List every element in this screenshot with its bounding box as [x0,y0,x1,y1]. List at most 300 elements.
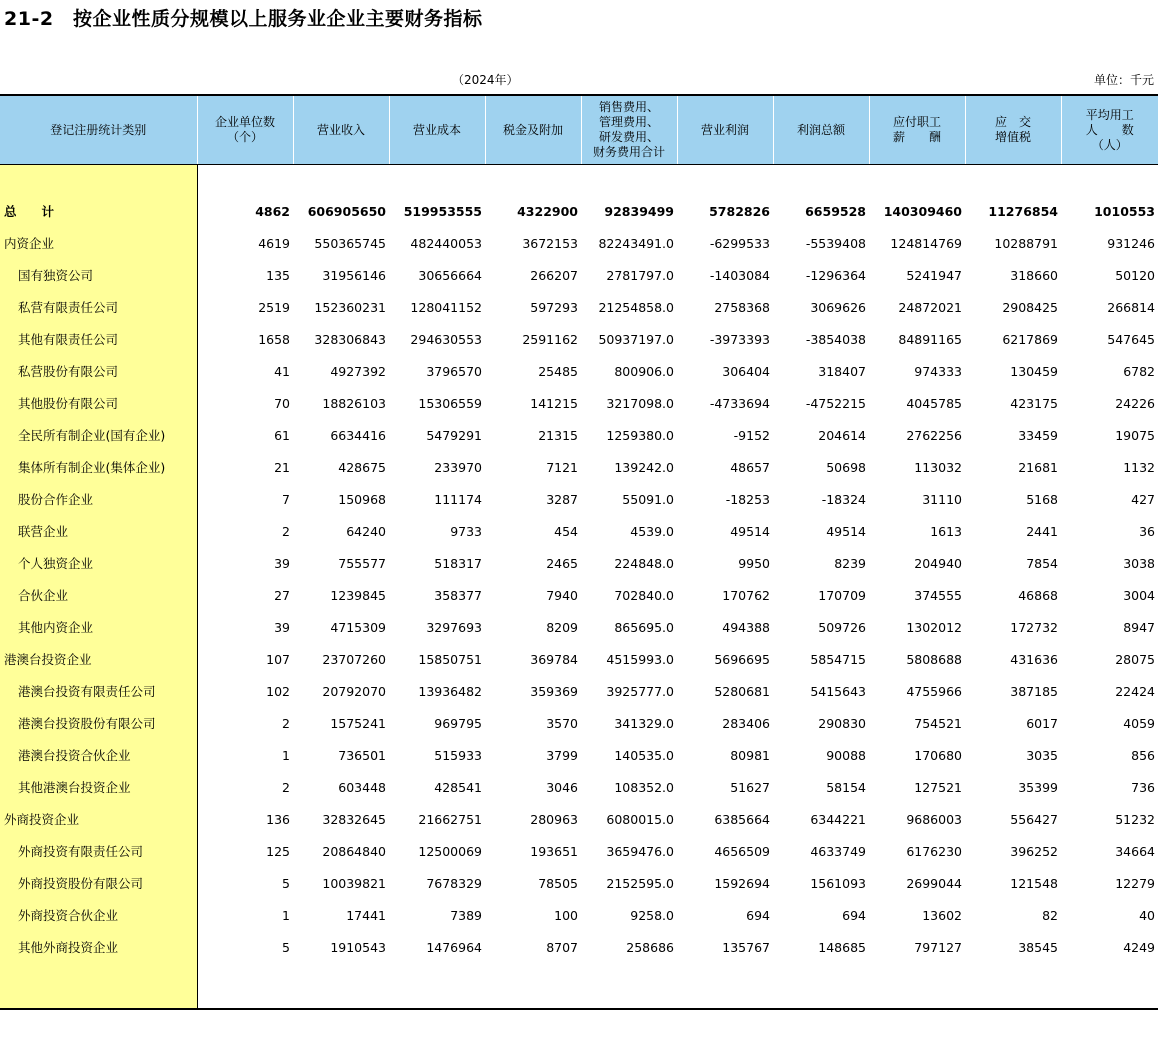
cell: 7121 [546,459,578,475]
row-label: 外商投资有限责任公司 [0,835,197,867]
column-header-category: 登记注册统计类别 [0,95,197,165]
cell: 427 [1131,491,1155,507]
cell: 2 [282,715,290,731]
cell: 5241947 [906,267,962,283]
cell: 606905650 [307,203,386,219]
cell: 3004 [1123,587,1155,603]
cell: 135767 [722,939,770,955]
cell: 8239 [834,555,866,571]
table-row [0,515,1158,547]
cell: 135 [266,267,290,283]
cell: 82 [1042,907,1058,923]
cell: 90088 [826,747,866,763]
cell: 148685 [818,939,866,955]
cell: 266814 [1107,299,1155,315]
cell: 4927392 [330,363,386,379]
cell: 139242.0 [614,459,674,475]
cell: 12279 [1115,875,1155,891]
cell: 800906.0 [614,363,674,379]
table-row [0,739,1158,771]
cell: 3925777.0 [606,683,674,699]
cell: 121548 [1010,875,1058,891]
cell: 21662751 [418,811,482,827]
total-row [0,195,1158,227]
cell: 1575241 [330,715,386,731]
cell: 24226 [1115,395,1155,411]
cell: 51627 [730,779,770,795]
cell: 290830 [818,715,866,731]
cell: 224848.0 [614,555,674,571]
cell: 152360231 [314,299,386,315]
cell: 1658 [258,331,290,347]
header-row [0,95,1158,165]
cell: 8209 [546,619,578,635]
cell: 702840.0 [614,587,674,603]
cell: 5168 [1026,491,1058,507]
cell: 358377 [434,587,482,603]
cell: 13602 [922,907,962,923]
cell: 865695.0 [614,619,674,635]
cell: 127521 [914,779,962,795]
cell: 1239845 [330,587,386,603]
cell: 21315 [538,427,578,443]
cell: 3069626 [810,299,866,315]
cell: 36 [1139,523,1155,539]
cell: 2781797.0 [606,267,674,283]
cell: 6217869 [1002,331,1058,347]
table-row [0,355,1158,387]
cell: 58154 [826,779,866,795]
cell: 7678329 [426,875,482,891]
table-row [0,259,1158,291]
cell: 9686003 [906,811,962,827]
row-label: 其他港澳台投资企业 [0,771,197,803]
cell: 51232 [1115,811,1155,827]
column-header: 营业利润 [677,95,773,165]
cell: 7389 [450,907,482,923]
cell: 64240 [346,523,386,539]
cell: 797127 [914,939,962,955]
cell: 140309460 [883,203,962,219]
cell: 108352.0 [614,779,674,795]
cell: 318407 [818,363,866,379]
cell: 193651 [530,843,578,859]
cell: 17441 [346,907,386,923]
cell: 318660 [1010,267,1058,283]
cell: 969795 [434,715,482,731]
cell: 5 [282,939,290,955]
cell: 6176230 [906,843,962,859]
cell: 5415643 [810,683,866,699]
cell: -3854038 [805,331,866,347]
cell: 5808688 [906,651,962,667]
cell: 27 [274,587,290,603]
row-label: 全民所有制企业(国有企业) [0,419,197,451]
row-label: 港澳台投资合伙企业 [0,739,197,771]
row-label: 联营企业 [0,515,197,547]
cell: 4045785 [906,395,962,411]
cell: 111174 [434,491,482,507]
cell: 369784 [530,651,578,667]
cell: 856 [1131,747,1155,763]
column-header: 营业成本 [389,95,485,165]
cell: 2 [282,779,290,795]
cell: 124814769 [890,235,962,251]
cell: 102 [266,683,290,699]
cell: 49514 [730,523,770,539]
cell: 9733 [450,523,482,539]
table-row [0,547,1158,579]
cell: 3035 [1026,747,1058,763]
cell: 39 [274,555,290,571]
row-label: 股份合作企业 [0,483,197,515]
cell: 5854715 [810,651,866,667]
cell: 38545 [1018,939,1058,955]
cell: 24872021 [898,299,962,315]
cell: 46868 [1018,587,1058,603]
cell: 70 [274,395,290,411]
row-label: 港澳台投资企业 [0,643,197,675]
cell: 92839499 [604,203,674,219]
cell: 141215 [530,395,578,411]
cell: 294630553 [410,331,482,347]
cell: 8707 [546,939,578,955]
row-label: 其他股份有限公司 [0,387,197,419]
cell: 31110 [922,491,962,507]
table-row [0,803,1158,835]
cell: 21681 [1018,459,1058,475]
cell: 11276854 [988,203,1058,219]
cell: 3672153 [522,235,578,251]
cell: -3973393 [709,331,770,347]
cell: 6782 [1123,363,1155,379]
cell: 931246 [1107,235,1155,251]
row-label: 合伙企业 [0,579,197,611]
cell: 509726 [818,619,866,635]
cell: 519953555 [403,203,482,219]
cell: 974333 [914,363,962,379]
cell: 23707260 [322,651,386,667]
table-row [0,387,1158,419]
table-row [0,643,1158,675]
cell: 5280681 [714,683,770,699]
cell: 28075 [1115,651,1155,667]
cell: 3217098.0 [606,395,674,411]
cell: 387185 [1010,683,1058,699]
row-label: 集体所有制企业(集体企业) [0,451,197,483]
table-row [0,579,1158,611]
cell: 396252 [1010,843,1058,859]
row-label: 港澳台投资有限责任公司 [0,675,197,707]
table-row [0,451,1158,483]
column-header: 企业单位数 （个） [197,95,293,165]
cell: 6385664 [714,811,770,827]
row-label: 私营股份有限公司 [0,355,197,387]
cell: 3659476.0 [606,843,674,859]
cell: -9152 [733,427,770,443]
cell: 1132 [1123,459,1155,475]
cell: 6080015.0 [606,811,674,827]
table-row [0,483,1158,515]
cell: 736 [1131,779,1155,795]
cell: 6017 [1026,715,1058,731]
cell: 80981 [730,747,770,763]
cell: 1 [282,907,290,923]
table-row [0,675,1158,707]
cell: 550365745 [314,235,386,251]
cell: 107 [266,651,290,667]
cell: 1592694 [714,875,770,891]
cell: 150968 [338,491,386,507]
cell: 374555 [914,587,962,603]
cell: 128041152 [410,299,482,315]
table-row [0,323,1158,355]
cell: 30656664 [418,267,482,283]
table-row [0,931,1158,963]
cell: 84891165 [898,331,962,347]
cell: 170680 [914,747,962,763]
cell: -1296364 [805,267,866,283]
cell: 136 [266,811,290,827]
cell: 31956146 [322,267,386,283]
cell: 50937197.0 [598,331,674,347]
cell: 694 [842,907,866,923]
cell: 755577 [338,555,386,571]
cell: 61 [274,427,290,443]
column-header: 应 交 增值税 [965,95,1061,165]
cell: 1259380.0 [606,427,674,443]
cell: 82243491.0 [598,235,674,251]
cell: 2908425 [1002,299,1058,315]
cell: 6344221 [810,811,866,827]
cell: 4322900 [517,203,578,219]
cell: -4733694 [709,395,770,411]
cell: 603448 [338,779,386,795]
cell: 518317 [434,555,482,571]
cell: 2 [282,523,290,539]
cell: 2699044 [906,875,962,891]
row-label: 总 计 [0,195,197,227]
cell: 19075 [1115,427,1155,443]
cell: 3799 [546,747,578,763]
cell: 15850751 [418,651,482,667]
cell: 125 [266,843,290,859]
cell: 49514 [826,523,866,539]
cell: 482440053 [410,235,482,251]
row-label: 私营有限责任公司 [0,291,197,323]
cell: 32832645 [322,811,386,827]
column-header: 营业收入 [293,95,389,165]
cell: 170762 [722,587,770,603]
table-row [0,867,1158,899]
cell: 8947 [1123,619,1155,635]
cell: 7854 [1026,555,1058,571]
cell: 15306559 [418,395,482,411]
cell: 1910543 [330,939,386,955]
cell: 21 [274,459,290,475]
cell: 4755966 [906,683,962,699]
cell: 10039821 [322,875,386,891]
cell: 2152595.0 [606,875,674,891]
cell: 21254858.0 [598,299,674,315]
cell: 78505 [538,875,578,891]
page-title: 21-2 按企业性质分规模以上服务业企业主要财务指标 [4,8,483,30]
cell: 12500069 [418,843,482,859]
cell: 3046 [546,779,578,795]
cell: 4249 [1123,939,1155,955]
cell: 172732 [1010,619,1058,635]
cell: 1010553 [1094,203,1155,219]
cell: 6634416 [330,427,386,443]
cell: 4656509 [714,843,770,859]
cell: 454 [554,523,578,539]
cell: 7940 [546,587,578,603]
cell: 204940 [914,555,962,571]
column-header: 应付职工 薪 酬 [869,95,965,165]
cell: 2758368 [714,299,770,315]
cell: 3287 [546,491,578,507]
cell: 34664 [1115,843,1155,859]
cell: 5 [282,875,290,891]
cell: 100 [554,907,578,923]
cell: -1403084 [709,267,770,283]
cell: 4539.0 [630,523,674,539]
cell: 280963 [530,811,578,827]
cell: 515933 [434,747,482,763]
year-label: （2024年） [452,73,519,87]
cell: 736501 [338,747,386,763]
cell: 40 [1139,907,1155,923]
cell: 13936482 [418,683,482,699]
row-label: 外商投资合伙企业 [0,899,197,931]
cell: 3297693 [426,619,482,635]
cell: 266207 [530,267,578,283]
cell: 113032 [914,459,962,475]
cell: 20792070 [322,683,386,699]
cell: 18826103 [322,395,386,411]
cell: 9950 [738,555,770,571]
cell: 55091.0 [622,491,674,507]
cell: 9258.0 [630,907,674,923]
cell: 22424 [1115,683,1155,699]
cell: 39 [274,619,290,635]
cell: 3570 [546,715,578,731]
cell: 10288791 [994,235,1058,251]
row-label: 个人独资企业 [0,547,197,579]
cell: 5479291 [426,427,482,443]
cell: 283406 [722,715,770,731]
cell: 41 [274,363,290,379]
cell: -18324 [821,491,866,507]
cell: 1 [282,747,290,763]
cell: 4715309 [330,619,386,635]
cell: 5782826 [709,203,770,219]
cell: 423175 [1010,395,1058,411]
cell: 4619 [258,235,290,251]
column-header: 税金及附加 [485,95,581,165]
column-header: 销售费用、 管理费用、 研发费用、 财务费用合计 [581,95,677,165]
cell: 33459 [1018,427,1058,443]
table-body [0,165,1158,1010]
cell: 6659528 [805,203,866,219]
cell: 428541 [434,779,482,795]
cell: 359369 [530,683,578,699]
cell: 35399 [1018,779,1058,795]
row-label: 其他内资企业 [0,611,197,643]
table-row [0,899,1158,931]
table-row [0,291,1158,323]
cell: 7 [282,491,290,507]
cell: 694 [746,907,770,923]
cell: 1476964 [426,939,482,955]
row-label: 其他有限责任公司 [0,323,197,355]
spacer-row [0,165,1158,196]
cell: 170709 [818,587,866,603]
data-table-container [0,94,1158,1010]
cell: 597293 [530,299,578,315]
cell: 2591162 [522,331,578,347]
cell: 428675 [338,459,386,475]
cell: 306404 [722,363,770,379]
cell: -18253 [725,491,770,507]
column-header: 利润总额 [773,95,869,165]
financial-indicators-table [0,94,1158,1010]
row-label: 其他外商投资企业 [0,931,197,963]
table-row [0,419,1158,451]
cell: 494388 [722,619,770,635]
cell: 233970 [434,459,482,475]
cell: 2762256 [906,427,962,443]
cell: 140535.0 [614,747,674,763]
cell: 4633749 [810,843,866,859]
cell: 5696695 [714,651,770,667]
cell: 204614 [818,427,866,443]
cell: -5539408 [805,235,866,251]
cell: 1302012 [906,619,962,635]
cell: 1613 [930,523,962,539]
column-header: 平均用工 人 数 （人） [1061,95,1158,165]
cell: 3796570 [426,363,482,379]
cell: 754521 [914,715,962,731]
cell: 4059 [1123,715,1155,731]
row-label: 国有独资公司 [0,259,197,291]
cell: 1561093 [810,875,866,891]
table-footer-spacer [0,963,1158,1009]
table-row [0,707,1158,739]
cell: 2519 [258,299,290,315]
cell: 4862 [255,203,290,219]
cell: 4515993.0 [606,651,674,667]
cell: 431636 [1010,651,1058,667]
cell: 556427 [1010,811,1058,827]
cell: 2465 [546,555,578,571]
table-row [0,611,1158,643]
cell: 547645 [1107,331,1155,347]
cell: 50698 [826,459,866,475]
row-label: 外商投资股份有限公司 [0,867,197,899]
row-label: 港澳台投资股份有限公司 [0,707,197,739]
cell: 328306843 [314,331,386,347]
cell: 2441 [1026,523,1058,539]
table-row [0,771,1158,803]
cell: 48657 [730,459,770,475]
cell: 25485 [538,363,578,379]
cell: 50120 [1115,267,1155,283]
row-label: 内资企业 [0,227,197,259]
cell: 258686 [626,939,674,955]
cell: 341329.0 [614,715,674,731]
cell: 20864840 [322,843,386,859]
